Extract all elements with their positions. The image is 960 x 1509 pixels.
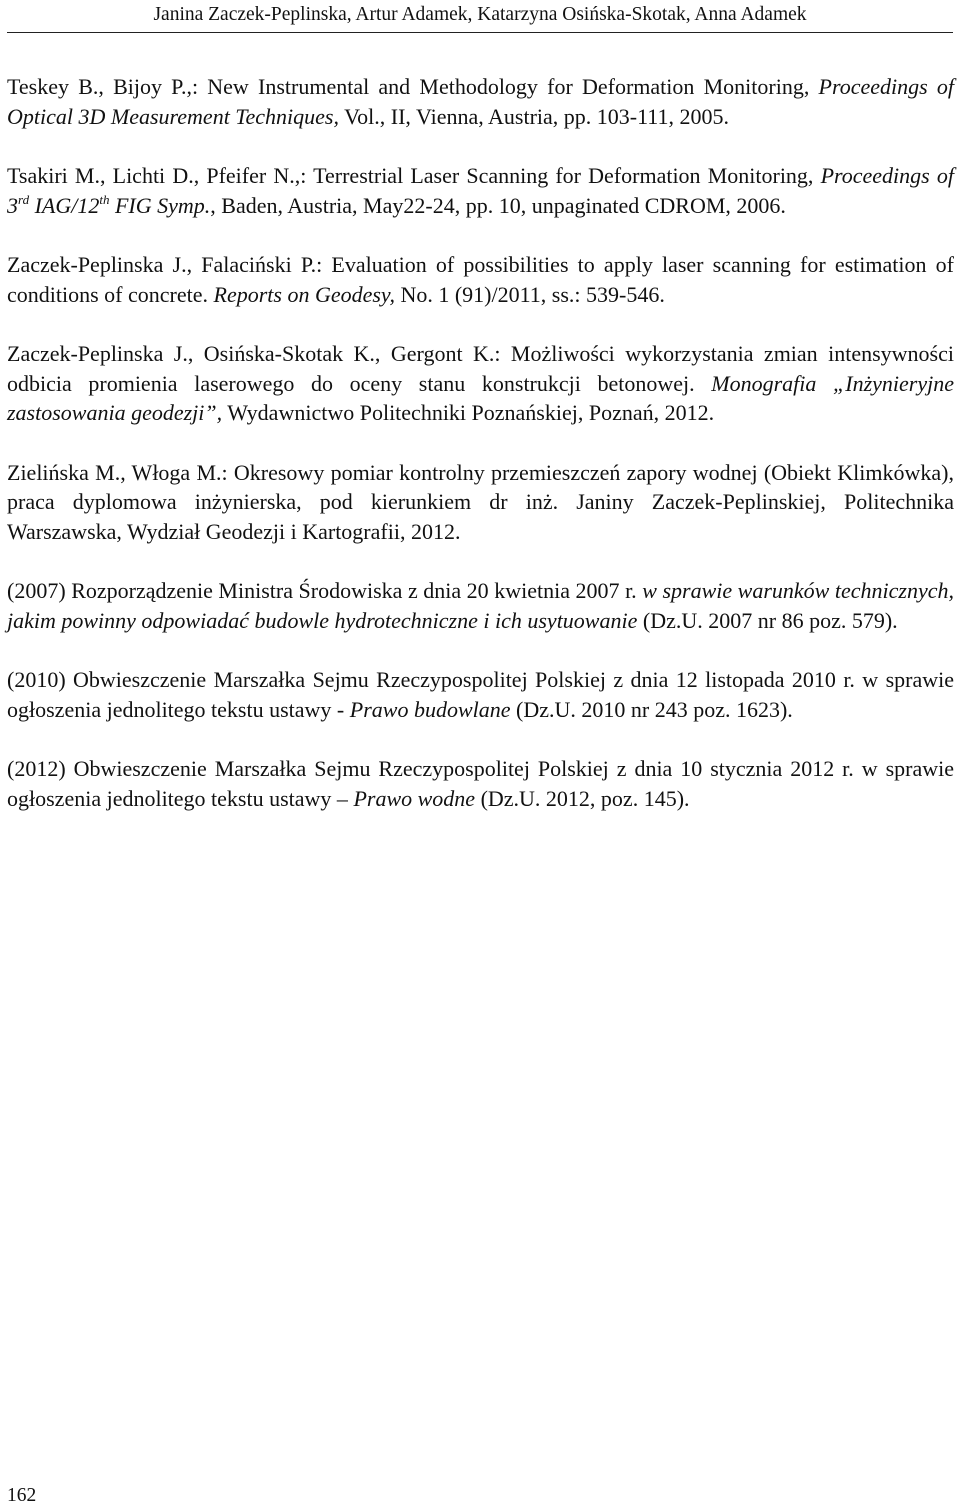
reference-authors-title: (2007) Rozporządzenie Ministra Środowiska z dnia 20 kwietnia 2007 r.	[7, 578, 643, 603]
reference-entry	[7, 72, 954, 131]
reference-source: Proceedings of 3rd IAG/12th FIG Symp.	[7, 163, 954, 218]
reference-source: w sprawie warunków technicznych, jakim powinny odpowiadać budowle hydrotechniczne i ich usytuowanie	[7, 578, 954, 633]
ordinal-suffix: th	[99, 191, 110, 207]
reference-authors-title: Tsakiri M., Lichti D., Pfeifer N.,: Terrestrial Laser Scanning for Deformation Monitoring,	[7, 163, 821, 188]
running-header: Janina Zaczek-Peplinska, Artur Adamek, Katarzyna Osińska-Skotak, Anna Adamek	[153, 4, 807, 25]
reference-entry	[7, 250, 954, 309]
reference-source: Prawo wodne	[353, 785, 476, 811]
reference-entry	[7, 161, 954, 220]
reference-entry	[7, 576, 954, 635]
reference-details: , Baden, Austria, May22-24, pp. 10, unpaginated CDROM, 2006.	[210, 192, 786, 218]
reference-details: No. 1 (91)/2011, ss.: 539-546.	[394, 281, 665, 307]
reference-details: Vol., II, Vienna, Austria, pp. 103-111, 2005.	[339, 103, 729, 129]
reference-list	[7, 72, 954, 813]
reference-details: (Dz.U. 2012, poz. 145).	[475, 785, 690, 811]
reference-authors-title: (2010) Obwieszczenie Marszałka Sejmu Rzeczypospolitej Polskiej z dnia 12 listopada 2010 r. w sprawie ogłoszenia jednolitego tekstu ustawy -	[7, 667, 954, 722]
header-rule	[7, 32, 953, 33]
reference-source: Reports on Geodesy,	[213, 281, 395, 307]
reference-source: Monografia „Inżynieryjne zastosowania geodezji”,	[7, 370, 954, 425]
reference-entry	[7, 339, 954, 428]
reference-authors-title: Zaczek-Peplinska J., Falaciński P.: Evaluation of possibilities to apply laser scanning for estimation of conditions of concrete.	[7, 252, 954, 307]
reference-entry	[7, 665, 954, 724]
reference-details: Wydawnictwo Politechniki Poznańskiej, Poznań, 2012.	[222, 400, 715, 425]
ordinal-suffix: rd	[18, 191, 30, 207]
reference-authors-title: Teskey B., Bijoy P.,: New Instrumental and Methodology for Deformation Monitoring,	[7, 74, 819, 99]
reference-entry	[7, 754, 954, 813]
reference-authors-title: Zaczek-Peplinska J., Osińska-Skotak K., Gergont K.: Możliwości wykorzystania zmian intensywności odbicia promienia laserowego do oceny stanu konstrukcji betonowej.	[7, 341, 954, 396]
reference-authors-title: Zielińska M., Włoga M.: Okresowy pomiar kontrolny przemieszczeń zapory wodnej (Obiekt Klimkówka), praca dyplomowa inżynierska, pod kierunkiem dr inż. Janiny Zaczek-Peplinskiej, Politechnika Warszawska, Wydział Geodezji i Kartografii, 2012.	[7, 459, 954, 544]
reference-details: (Dz.U. 2010 nr 243 poz. 1623).	[510, 696, 793, 722]
reference-details: (Dz.U. 2007 nr 86 poz. 579).	[637, 607, 898, 633]
reference-entry	[7, 458, 954, 547]
reference-source: Prawo budowlane	[349, 696, 511, 722]
reference-source: Proceedings of Optical 3D Measurement Techniques,	[7, 74, 954, 129]
reference-authors-title: (2012) Obwieszczenie Marszałka Sejmu Rzeczypospolitej Polskiej z dnia 10 stycznia 2012 r. w sprawie ogłoszenia jednolitego tekstu ustawy –	[7, 756, 954, 811]
page-number: 162	[7, 1485, 37, 1506]
